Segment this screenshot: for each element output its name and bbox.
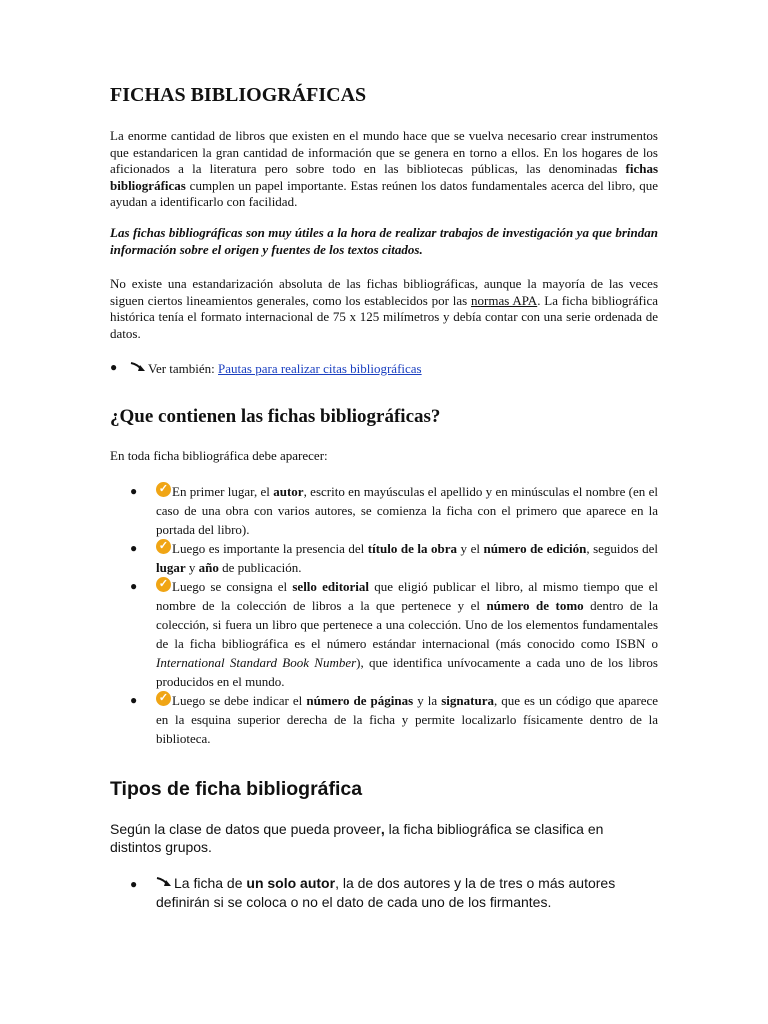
required-fields-list [110, 482, 658, 748]
list-item-author: ● ✓ En primer lugar, el autor, escrito en mayúsculas el apellido y en minúsculas el nombre (en el caso de una obra con varios autores, se comienza la ficha con el primero que aparece en la portada del libro). [130, 483, 658, 537]
section-heading-types: Tipos de ficha bibliográfica [110, 778, 363, 800]
section-heading-contents: ¿Que contienen las fichas bibliográficas? [110, 406, 441, 427]
standards-text-a: No existe una estandarización absoluta de las fichas bibliográficas, aunque la mayoría de las veces siguen ciertos lineamientos generales, como los establecidos por las [110, 276, 658, 308]
list-item-publisher: ● ✓ Luego se consigna el sello editorial que eligió publicar el libro, al mismo tiempo que el nombre de la colección de libros a la que pertenece y el número de tomo dentro de la colección, si fuera un libro que pertenece a una colección. Uno de los elementos fundamentales de la ficha bibliográfica es el número estándar internacional (más conocido como ISBN o International Standard Book Number), que identifica unívocamente a cada uno de los libros producidos en el mundo. [130, 578, 658, 689]
check-circle-icon: ✓ [156, 577, 171, 592]
highlight-paragraph: Las fichas bibliográficas son muy útiles a la hora de realizar trabajos de investigación ya que brindan información sobre el origen y fuentes de los textos citados. [110, 225, 658, 257]
document-title: FICHAS BIBLIOGRÁFICAS [110, 84, 367, 106]
citation-guidelines-link[interactable]: Pautas para realizar citas bibliográficas [218, 361, 422, 376]
curved-arrow-icon [130, 360, 148, 374]
section-intro-types: Según la clase de datos que pueda proveer, la ficha bibliográfica se clasifica en distintos grupos. [110, 821, 604, 855]
standards-text-c: . La ficha bibliográfica histórica tenía el formato internacional de 75 x 125 milímetros y debía contar con una serie ordenada de datos. [110, 292, 658, 341]
intro-paragraph [110, 128, 658, 211]
check-circle-icon: ✓ [156, 539, 171, 554]
see-also-item [110, 360, 422, 377]
intro-text-a: La enorme cantidad de libros que existen en el mundo hace que se vuelva necesario crear instrumentos que estandaricen la gran cantidad de información que se genera en torno a ellos. En los hogares de los aficionados a la literatura pero sobre todo en las bibliotecas públicas, las denominadas [110, 128, 658, 176]
check-circle-icon: ✓ [156, 691, 171, 706]
bullet-icon: ● [130, 693, 138, 707]
list-item-pages: ● ✓ Luego se debe indicar el número de páginas y la signatura, que es un código que aparece en la esquina superior derecha de la ficha y permite localizarlo físicamente dentro de la biblioteca. [130, 692, 658, 746]
intro-text-c: cumplen un papel importante. Estas reúnen los datos fundamentales acerca del libro, que ayudan a identificarlo con facilidad. [110, 177, 658, 209]
bullet-icon: ● [110, 360, 118, 374]
see-also-prefix: Ver también: [148, 361, 219, 376]
apa-norms-link[interactable]: normas APA [471, 292, 538, 308]
section-intro-contents: En toda ficha bibliográfica debe aparecer: [110, 448, 328, 463]
types-list-item: ● La ficha de un solo autor, la de dos autores y la de tres o más autores definirán si se coloca o no el dato de cada uno de los firmantes. [130, 875, 616, 910]
standards-paragraph [110, 276, 658, 342]
intro-bold: fichas bibliográficas [110, 161, 658, 193]
curved-arrow-icon [156, 875, 174, 889]
bullet-icon: ● [130, 579, 138, 593]
bullet-icon: ● [130, 877, 138, 891]
bullet-icon: ● [130, 541, 138, 555]
check-circle-icon: ✓ [156, 482, 171, 497]
bullet-icon: ● [130, 484, 138, 498]
list-item-title: ● ✓ Luego es importante la presencia del título de la obra y el número de edición, seguidos del lugar y año de publicación. [130, 540, 658, 575]
